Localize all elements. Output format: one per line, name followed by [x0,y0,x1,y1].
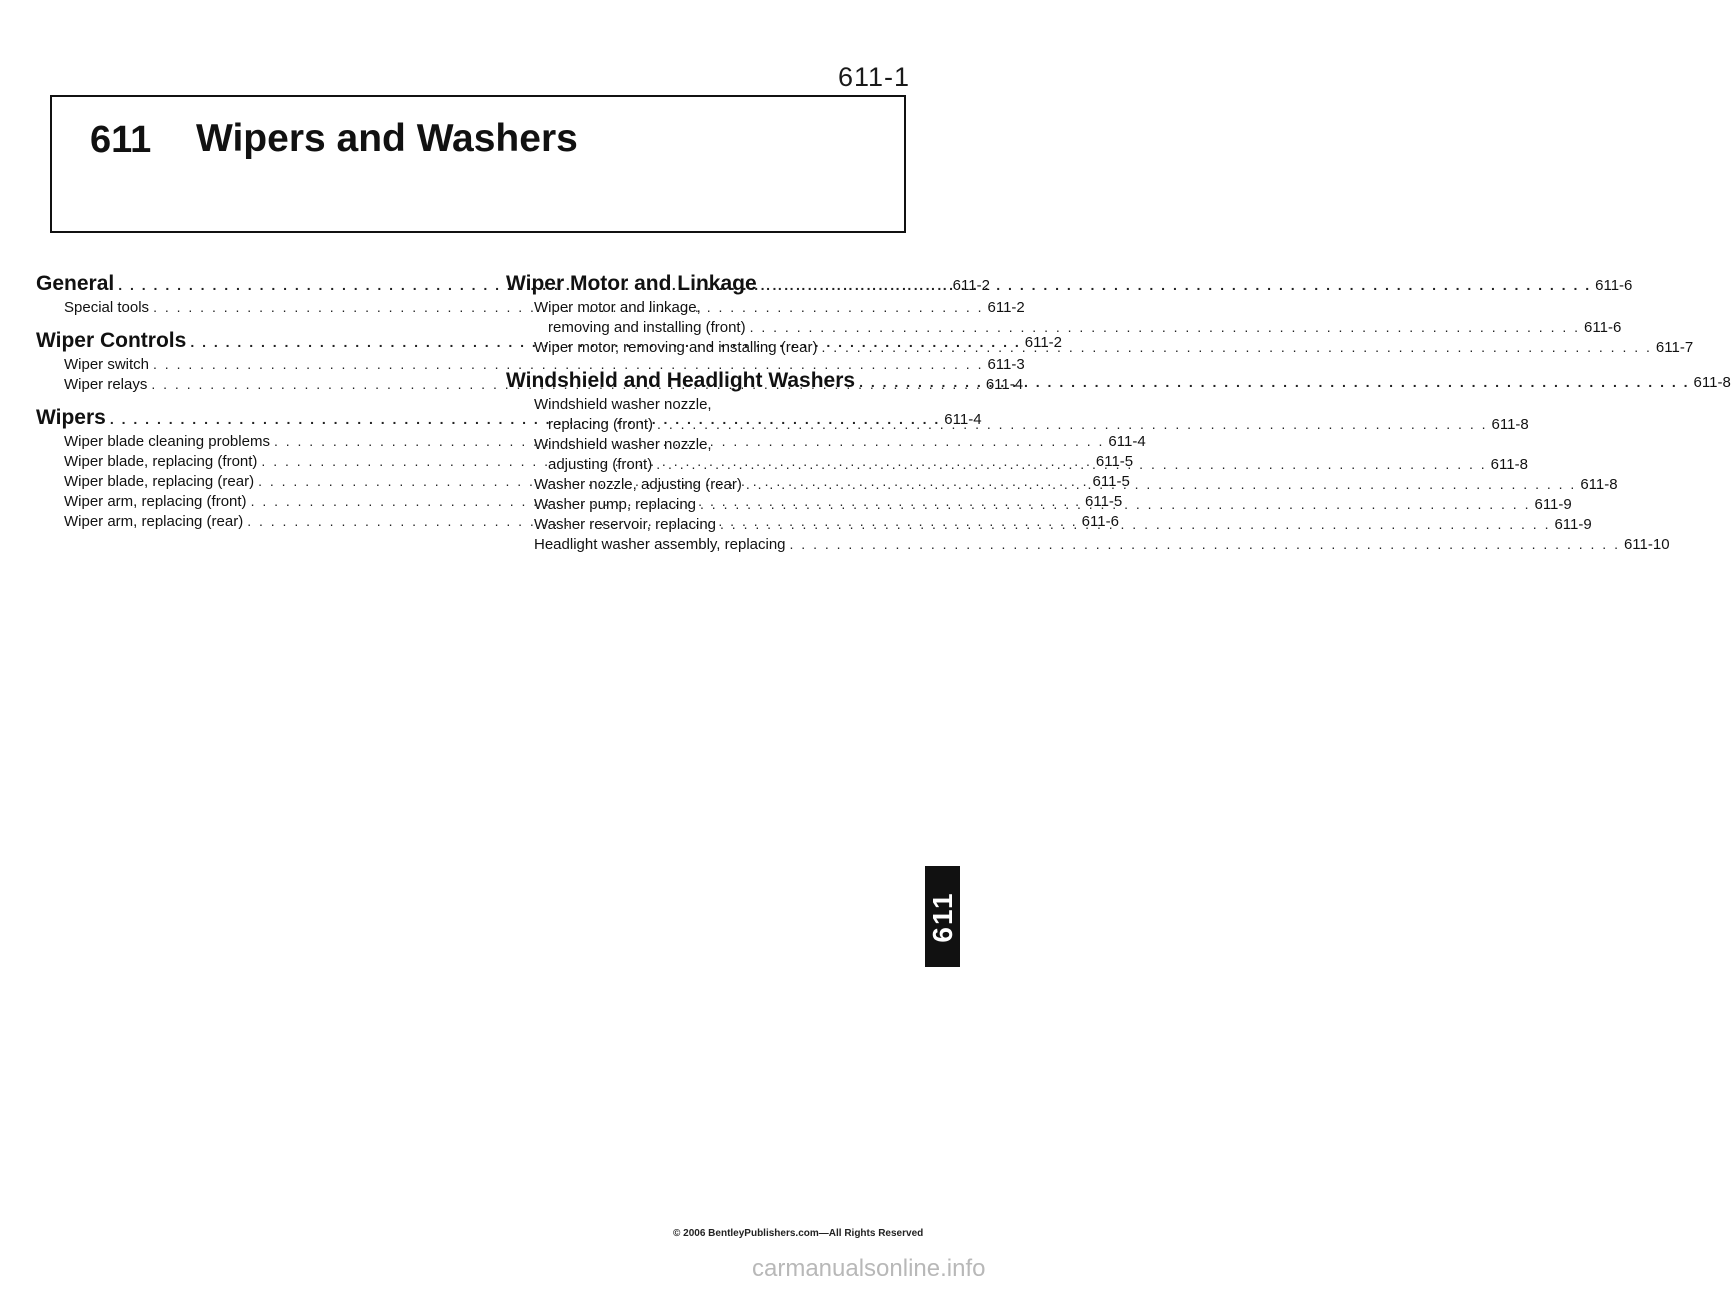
toc-label: Wiper Motor and Linkage [506,272,757,295]
toc-label: Washer reservoir, replacing [534,516,717,533]
page-number: 611-1 [837,62,910,92]
toc-label: Wiper motor, removing and installing (rear) [534,339,818,356]
toc-page: 611-6 [1081,513,1119,530]
side-tab-label: 611 [926,890,958,943]
toc-label: Wiper blade cleaning problems [64,433,270,450]
toc-page: 611-8 [1580,476,1618,493]
leader-dots [790,536,1620,552]
toc-label: removing and installing (front) [548,319,746,336]
toc-page: 611-7 [1655,339,1694,356]
leader-dots [859,374,1689,390]
toc-label: adjusting (front) [548,456,653,473]
toc-label: Wiper relays [64,376,148,393]
toc-label: Wiper switch [64,356,150,373]
toc-label: Wiper arm, replacing (rear) [64,513,244,530]
leader-dots [750,319,1580,335]
toc-entry-motor-front[interactable] [506,319,1622,339]
toc-label: Windshield and Headlight Washers [506,369,856,392]
leader-dots [746,476,1576,492]
toc-page: 611-5 [1085,493,1123,510]
toc-entry-nozzle-adjust-line1: Windshield washer nozzle, [534,436,712,453]
watermark: carmanualsonline.info [752,1255,986,1282]
toc-label: Headlight washer assembly, replacing [534,536,786,553]
leader-dots [761,277,1591,293]
toc-page: 611-4 [985,376,1024,393]
chapter-title-box [50,95,906,233]
toc-label: General [36,272,115,295]
toc-page: 611-4 [944,411,982,428]
toc-page: 611-2 [952,277,990,294]
toc-label: Wiper blade, replacing (rear) [64,473,255,490]
leader-dots [700,496,1530,512]
toc-label: Wiper blade, replacing (front) [64,453,258,470]
toc-label: Wiper Controls [36,329,187,352]
toc-label: Wiper arm, replacing (front) [64,493,247,510]
toc-page: 611-4 [1108,433,1146,450]
toc-page: 611-2 [987,299,1025,316]
chapter-side-tab [925,866,960,967]
toc-page: 611-8 [1491,416,1529,433]
leader-dots [656,456,1486,472]
toc-page: 611-6 [1584,319,1622,336]
toc-page: 611-9 [1534,496,1572,513]
toc-entry-nozzle-replace-line1: Windshield washer nozzle, [534,396,712,413]
toc-label: Special tools [64,299,150,316]
leader-dots [821,339,1651,355]
toc-page: 611-3 [987,356,1025,373]
toc-entry-headlight-washer[interactable] [506,536,1670,556]
toc-entry-wiper-switch[interactable] [36,356,1025,376]
toc-label: Washer pump, replacing [534,496,697,513]
toc-page: 611-8 [1693,374,1731,391]
toc-entry-motor-front-line1: Wiper motor and linkage, [534,299,701,316]
leader-dots [720,516,1550,532]
leader-dots [657,416,1487,432]
chapter-number: 611 [90,119,152,161]
toc-page: 611-2 [1024,334,1063,351]
toc-page: 611-8 [1490,456,1528,473]
toc-label: Wipers [36,406,106,429]
copyright-notice: © 2006 BentleyPublishers.com—All Rights Reserved [673,1228,924,1239]
toc-label: replacing (front) [548,416,654,433]
toc-page: 611-6 [1595,277,1633,294]
chapter-title: Wipers and Washers [196,117,578,160]
toc-page: 611-5 [1092,473,1130,490]
toc-page: 611-9 [1554,516,1592,533]
toc-page: 611-10 [1623,536,1670,553]
toc-page: 611-5 [1095,453,1134,470]
toc-label: Washer nozzle, adjusting (rear) [534,476,742,493]
